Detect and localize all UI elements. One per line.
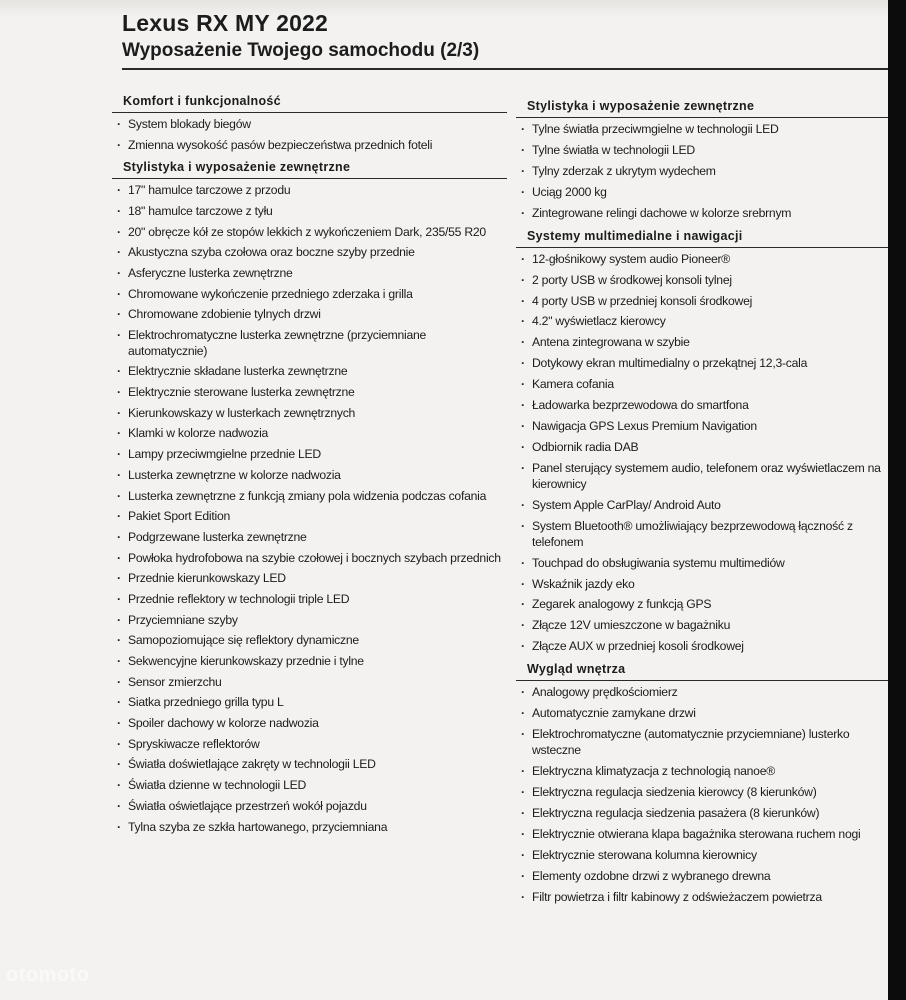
feature-item: · Zintegrowane relingi dachowe w kolorze srebrnym: [516, 206, 888, 222]
feature-item: · Elektryczna regulacja siedzenia pasażera (8 kierunków): [516, 806, 888, 822]
feature-item: · Lusterka zewnętrzne z funkcją zmiany pola widzenia podczas cofania: [112, 489, 507, 505]
feature-item: · System blokady biegów: [112, 117, 507, 133]
feature-item: · Klamki w kolorze nadwozia: [112, 426, 507, 442]
feature-item: · Samopoziomujące się reflektory dynamiczne: [112, 633, 507, 649]
feature-item: · Elektrycznie sterowana kolumna kierownicy: [516, 848, 888, 864]
feature-item: · 20" obręcze kół ze stopów lekkich z wykończeniem Dark, 235/55 R20: [112, 225, 507, 241]
feature-item: · Elektrochromatyczne (automatycznie przyciemniane) lusterko wsteczne: [516, 727, 888, 758]
feature-item: · Złącze 12V umieszczone w bagażniku: [516, 618, 888, 634]
feature-item: · Panel sterujący systemem audio, telefonem oraz wyświetlaczem na kierownicy: [516, 461, 888, 492]
feature-item: · Sekwencyjne kierunkowskazy przednie i tylne: [112, 654, 507, 670]
feature-item: · Akustyczna szyba czołowa oraz boczne szyby przednie: [112, 245, 507, 261]
feature-item: · Przyciemniane szyby: [112, 613, 507, 629]
feature-item: · Złącze AUX w przedniej kosoli środkowej: [516, 639, 888, 655]
feature-item: · Powłoka hydrofobowa na szybie czołowej i bocznych szybach przednich: [112, 551, 507, 567]
feature-item: · Tylny zderzak z ukrytym wydechem: [516, 164, 888, 180]
feature-item: · Kierunkowskazy w lusterkach zewnętrznych: [112, 406, 507, 422]
section-stylistyka-i-wyposazenie-zewnetrzne: [112, 160, 507, 835]
feature-item: · Spoiler dachowy w kolorze nadwozia: [112, 716, 507, 732]
feature-item: · Światła oświetlające przestrzeń wokół pojazdu: [112, 799, 507, 815]
section-title: Komfort i funkcjonalność: [112, 94, 507, 113]
document-header: [122, 8, 479, 64]
feature-item: · Uciąg 2000 kg: [516, 185, 888, 201]
feature-item: · Filtr powietrza i filtr kabinowy z odświeżaczem powietrza: [516, 890, 888, 906]
feature-item: · Wskaźnik jazdy eko: [516, 577, 888, 593]
feature-item: · Spryskiwacze reflektorów: [112, 737, 507, 753]
section-title: Wygląd wnętrza: [516, 662, 888, 681]
feature-item: · 4 porty USB w przedniej konsoli środkowej: [516, 294, 888, 310]
section-stylistyka-i-wyposazenie-zewnetrzne: [516, 99, 888, 222]
feature-item: · Antena zintegrowana w szybie: [516, 335, 888, 351]
feature-item: · Elektrycznie składane lusterka zewnętrzne: [112, 364, 507, 380]
section-title: Systemy multimedialne i nawigacji: [516, 229, 888, 248]
feature-item: · System Bluetooth® umożliwiający bezprzewodową łączność z telefonem: [516, 519, 888, 550]
scan-dark-edge: [888, 0, 906, 1000]
feature-list: [516, 685, 888, 905]
feature-item: · 2 porty USB w środkowej konsoli tylnej: [516, 273, 888, 289]
feature-item: · 17" hamulce tarczowe z przodu: [112, 183, 507, 199]
feature-item: · 18" hamulce tarczowe z tyłu: [112, 204, 507, 220]
feature-item: · Światła doświetlające zakręty w technologii LED: [112, 757, 507, 773]
header-divider: [122, 68, 888, 70]
feature-item: · Asferyczne lusterka zewnętrzne: [112, 266, 507, 282]
feature-item: · Elektryczna regulacja siedzenia kierowcy (8 kierunków): [516, 785, 888, 801]
feature-list: [516, 252, 888, 656]
feature-item: · Elementy ozdobne drzwi z wybranego drewna: [516, 869, 888, 885]
feature-item: · Zmienna wysokość pasów bezpieczeństwa przednich foteli: [112, 138, 507, 154]
feature-item: · Odbiornik radia DAB: [516, 440, 888, 456]
feature-item: · Dotykowy ekran multimedialny o przekątnej 12,3-cala: [516, 356, 888, 372]
feature-item: · Przednie reflektory w technologii triple LED: [112, 592, 507, 608]
feature-item: · Podgrzewane lusterka zewnętrzne: [112, 530, 507, 546]
feature-item: · Lampy przeciwmgielne przednie LED: [112, 447, 507, 463]
feature-list: [112, 117, 507, 153]
feature-item: · Chromowane wykończenie przedniego zderzaka i grilla: [112, 287, 507, 303]
feature-item: · Tylna szyba ze szkła hartowanego, przyciemniana: [112, 820, 507, 836]
section-title: Stylistyka i wyposażenie zewnętrzne: [112, 160, 507, 179]
feature-item: · Lusterka zewnętrzne w kolorze nadwozia: [112, 468, 507, 484]
feature-item: · Elektryczna klimatyzacja z technologią nanoe®: [516, 764, 888, 780]
feature-item: · Tylne światła przeciwmgielne w technologii LED: [516, 122, 888, 138]
section-komfort-i-funkcjonalnosc: [112, 94, 507, 153]
section-wyglad-wnetrza: [516, 662, 888, 905]
feature-item: · Automatycznie zamykane drzwi: [516, 706, 888, 722]
feature-item: · Ładowarka bezprzewodowa do smartfona: [516, 398, 888, 414]
feature-item: · Elektrycznie sterowane lusterka zewnętrzne: [112, 385, 507, 401]
feature-item: · Elektrochromatyczne lusterka zewnętrzne (przyciemniane automatycznie): [112, 328, 507, 359]
section-systemy-multimedialne-i-nawigacji: [516, 229, 888, 656]
page-subtitle: Wyposażenie Twojego samochodu (2/3): [122, 40, 480, 61]
feature-item: · Zegarek analogowy z funkcją GPS: [516, 597, 888, 613]
feature-item: · Tylne światła w technologii LED: [516, 143, 888, 159]
feature-item: · Kamera cofania: [516, 377, 888, 393]
feature-item: · Elektrycznie otwierana klapa bagażnika sterowana ruchem nogi: [516, 827, 888, 843]
feature-item: · Pakiet Sport Edition: [112, 509, 507, 525]
page-title: Lexus RX MY 2022: [122, 10, 329, 36]
left-column: [112, 94, 507, 842]
feature-item: · 12-głośnikowy system audio Pioneer®: [516, 252, 888, 268]
section-title: Stylistyka i wyposażenie zewnętrzne: [516, 99, 888, 118]
feature-item: · Chromowane zdobienie tylnych drzwi: [112, 307, 507, 323]
feature-item: · Sensor zmierzchu: [112, 675, 507, 691]
watermark-text: otomoto: [6, 964, 90, 986]
feature-item: · Nawigacja GPS Lexus Premium Navigation: [516, 419, 888, 435]
feature-item: · Siatka przedniego grilla typu L: [112, 695, 507, 711]
feature-item: · Touchpad do obsługiwania systemu multimediów: [516, 556, 888, 572]
feature-item: · Światła dzienne w technologii LED: [112, 778, 507, 794]
feature-item: · 4.2" wyświetlacz kierowcy: [516, 314, 888, 330]
right-column: [516, 99, 888, 912]
feature-item: · Analogowy prędkościomierz: [516, 685, 888, 701]
feature-item: · Przednie kierunkowskazy LED: [112, 571, 507, 587]
feature-list: [112, 183, 507, 835]
feature-list: [516, 122, 888, 222]
feature-item: · System Apple CarPlay/ Android Auto: [516, 498, 888, 514]
